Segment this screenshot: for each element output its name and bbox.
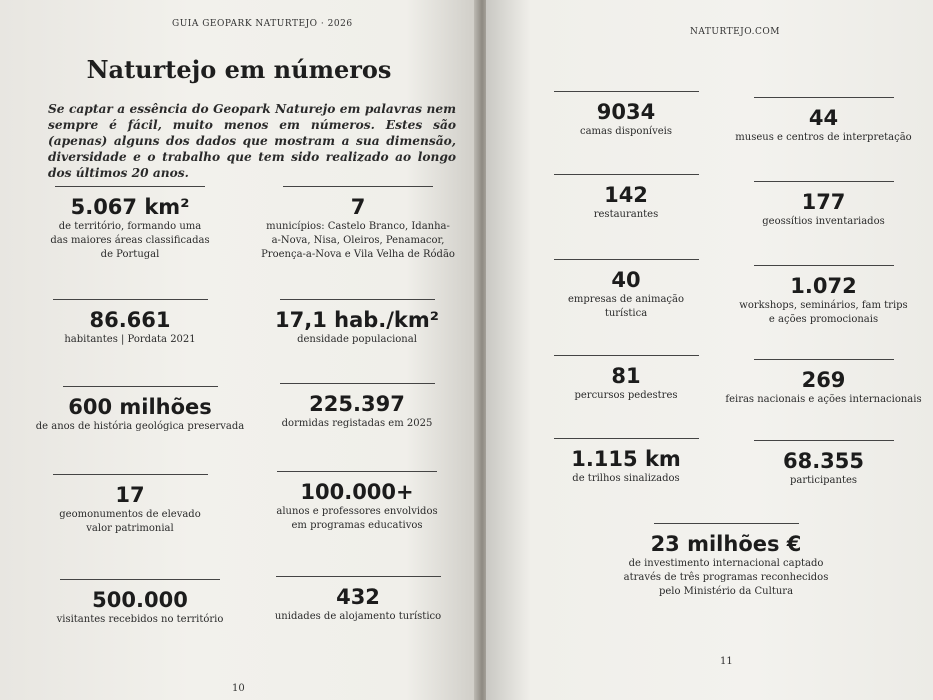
stat-label: dormidas registadas em 2025 [281,418,433,429]
stat-label: geossítios inventariados [762,216,885,227]
stat-block [606,523,846,599]
stat-block [546,259,706,321]
stat-label: de anos de história geológica preservada [35,421,245,432]
stat-block [546,355,706,403]
divider [554,174,699,175]
stat-value: 1.072 [790,274,857,298]
stat-block [731,97,916,145]
stat-label: unidades de alojamento turístico [274,611,442,622]
divider [53,474,208,475]
stat-value: 177 [801,190,846,214]
stat-block [262,299,452,347]
stat-label: empresas de animação turística [567,294,685,319]
divider [654,523,799,524]
divider [55,186,205,187]
stat-block [40,299,220,347]
stat-block [546,438,706,486]
stat-value: 86.661 [89,308,171,332]
stat-label: participantes [789,475,858,486]
stat-block [546,174,706,222]
stat-value: 7 [350,195,366,219]
stat-value: 5.067 km² [70,195,190,219]
divider [276,576,441,577]
divider [63,386,218,387]
divider [754,181,894,182]
divider [554,259,699,260]
stat-block [741,440,906,488]
stat-block [40,186,220,262]
stat-label: visitantes recebidos no território [56,614,224,625]
stat-label: habitantes | Pordata 2021 [64,334,196,345]
stat-label: de trilhos sinalizados [572,473,680,484]
stat-value: 9034 [596,100,656,124]
stat-value: 40 [611,268,641,292]
divider [754,359,894,360]
stat-label: densidade populacional [297,334,417,345]
stat-value: 17,1 hab./km² [275,308,439,332]
divider [754,97,894,98]
stat-block [262,471,452,533]
divider [277,471,437,472]
stat-label: percursos pedestres [574,390,678,401]
page-title: Naturtejo em números [86,55,392,84]
page-number: 10 [232,683,245,694]
stat-value: 225.397 [309,392,405,416]
divider [280,383,435,384]
stat-block [258,576,458,624]
divider [754,265,894,266]
stat-label: de território, formando uma das maiores áreas classificadas de Portugal [50,221,210,260]
stat-block [258,186,458,262]
divider [60,579,220,580]
stat-label: alunos e professores envolvidos em programas educativos [276,506,438,531]
stat-label: workshops, seminários, fam trips e ações promocionais [739,300,908,325]
stat-block [741,181,906,229]
divider [283,186,433,187]
stat-block [40,474,220,536]
stat-value: 269 [801,368,846,392]
stat-block [546,91,706,139]
stat-value: 1.115 km [571,447,681,471]
running-head: NATURTEJO.COM [690,27,780,37]
stat-block [721,359,926,407]
divider [554,438,699,439]
stat-label: camas disponíveis [579,126,672,137]
stat-label: museus e centros de interpretação [735,132,912,143]
stat-label: feiras nacionais e ações internacionais [725,394,922,405]
stat-value: 500.000 [92,588,188,612]
stat-value: 68.355 [782,449,865,473]
stat-block [30,579,250,627]
divider [754,440,894,441]
intro-paragraph: Se captar a essência do Geopark Naturejo em palavras nem sempre é fácil, muito menos em números. Estes são (apenas) alguns dos dados que mostram a sua dimensão, diversidade e o trabalho que tem sido realizado ao longo dos últimos 20 anos. [48,102,456,180]
divider [53,299,208,300]
stat-value: 100.000+ [300,480,414,504]
stat-label: de investimento internacional captado através de três programas reconhecidos pelo Ministério da Cultura [623,558,829,597]
divider [554,355,699,356]
stat-label: restaurantes [593,209,659,220]
stat-value: 17 [115,483,145,507]
stat-label: geomonumentos de elevado valor patrimonial [59,509,201,534]
stat-value: 23 milhões € [650,532,802,556]
stat-value: 142 [604,183,648,207]
running-head: GUIA GEOPARK NATURTEJO · 2026 [172,19,353,29]
stat-block [731,265,916,327]
stat-block [262,383,452,431]
stat-value: 81 [611,364,641,388]
right-page [486,0,933,700]
stat-value: 432 [336,585,380,609]
divider [554,91,699,92]
divider [280,299,435,300]
stat-label: municípios: Castelo Branco, Idanha- a-Nova, Nisa, Oleiros, Penamacor, Proença-a-Nova e Vila Velha de Ródão [261,221,455,260]
page-number: 11 [720,656,733,667]
stat-value: 44 [808,106,839,130]
stat-block [30,386,250,434]
stat-value: 600 milhões [68,395,212,419]
